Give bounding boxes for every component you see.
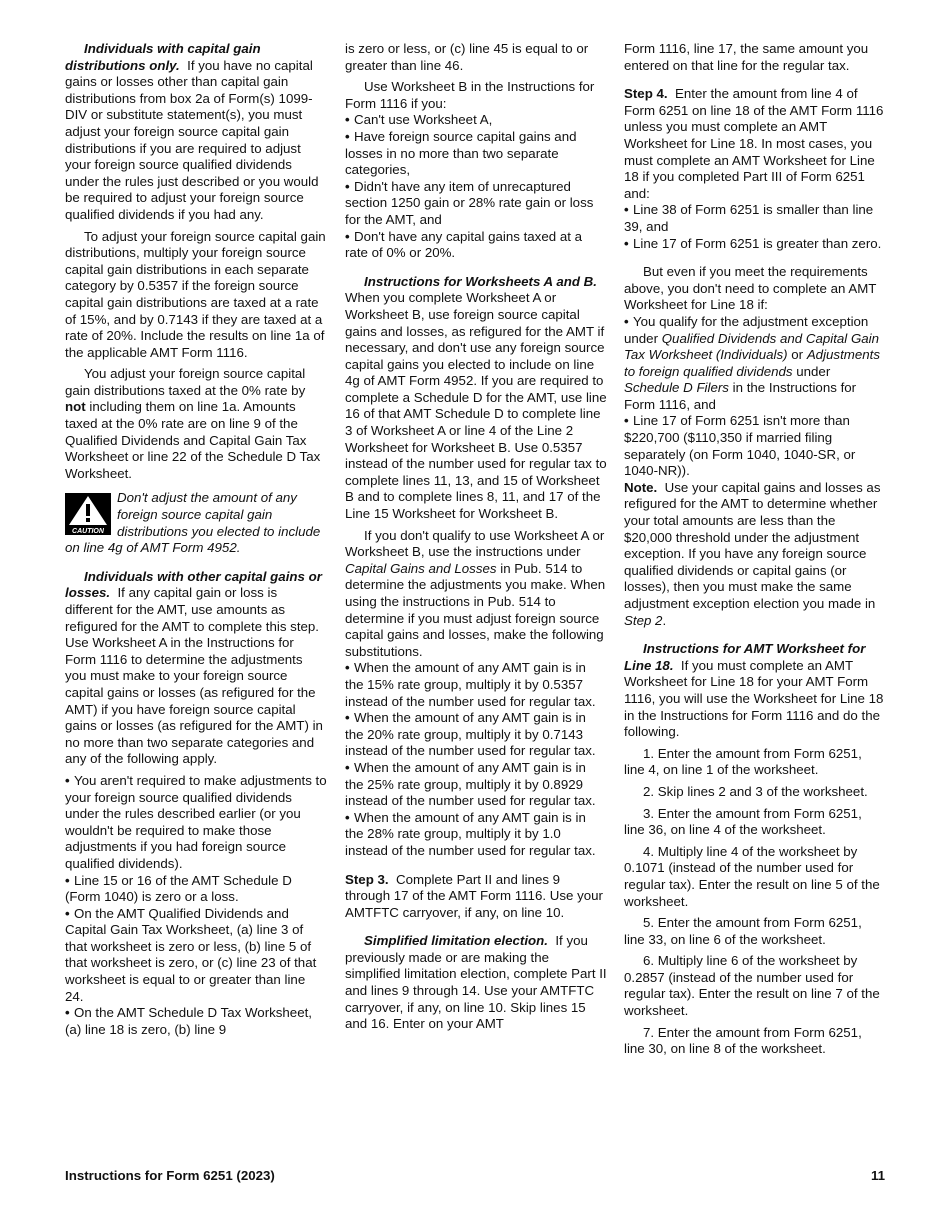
paragraph [65,569,327,768]
paragraph: Use Worksheet B in the Instructions for Form 1116 if you: [345,79,595,111]
numbered-step: 2. Skip lines 2 and 3 of the worksheet. [643,783,868,799]
paragraph [345,872,607,922]
caution-note [65,490,327,556]
bullet-item [624,314,886,414]
paragraph [345,933,607,1033]
numbered-step: 6. Multiply line 6 of the worksheet by 0.2857 (instead of the number used for regular tax). Enter the result on line 7 of the worksheet. [624,953,880,1019]
caution-icon [65,493,111,535]
numbered-step: 4. Multiply line 4 of the worksheet by 0.1071 (instead of the number used for regular tax). Enter the result on line 5 of the worksheet. [624,843,880,909]
step-label: Step 4. [624,86,668,102]
emphasis: Step 2 [624,612,663,628]
paragraph [345,274,607,523]
note [624,480,886,629]
paragraph: To adjust your foreign source capital gain distributions, multiply your foreign source capital gain distributions in each separate category by 0.5357 if the foreign source capital gain distributions are taxed at a rate of 15%, and by 0.7143 if they are taxed at a rate of 20%. Include the results on line 1a of the applicable AMT Form 1116. [65,228,326,360]
paragraph [65,41,327,224]
paragraph-text: When you complete Worksheet A or Worksheet B, use foreign source capital gains and losses, as refigured for the AMT if necessary, and don't use any foreign source capital gains you elected to include on line 4g of AMT Form 4952. If you are required to complete a Schedule D for the AMT, use line 16 of that AMT Schedule D to complete line 3 of Worksheet A or line 4 of the Line 2 Worksheet for Worksheet B. Use 0.5357 instead of the number used for regular tax to complete lines 11, 13, and 15 of Worksheet B and to complete lines 8, 11, and 17 of the Line 15 Worksheet for Worksheet B. [345,290,607,522]
paragraph [345,528,607,661]
paragraph: is zero or less, or (c) line 45 is equal to or greater than line 46. [345,41,589,73]
paragraph [624,641,886,741]
bullet-item: • When the amount of any AMT gain is in the 28% rate group, multiply it by 1.0 instead of the number used for regular tax. [345,810,607,860]
paragraph-text: in Pub. 514 to determine the adjustments you make. When using the instructions in Pub. 514 to determine if you must adjust foreign source capital gains and losses, make the following substitutions. [345,560,606,659]
paragraph-text: Use your capital gains and losses as refigured for the AMT to determine whether your total amounts are less than the $20,000 threshold under the adjustment exception. If you have any foreign source qualified dividends or capital gains (or losses), then you must make the same adjustment exception election you made in [624,479,881,611]
bullet-text: in the Instructions for Form 1116, and [624,380,857,412]
paragraph-text: If you don't qualify to use Worksheet A or Worksheet B, use the instructions under [345,527,605,560]
numbered-step: 3. Enter the amount from Form 6251, line 36, on line 4 of the worksheet. [624,805,862,838]
emphasis: Qualified Dividends and Capital Gain Tax Worksheet (Individuals) [624,330,880,363]
paragraph-text: If you previously made or are making the simplified limitation election, complete Part II and lines 9 through 14. Use your AMTFTC carryover, if any, on line 10. Skip lines 15 and 16. Enter on your AMT [345,933,607,1032]
bullet-item: • When the amount of any AMT gain is in the 20% rate group, multiply it by 0.7143 instead of the number used for regular tax. [345,710,607,760]
paragraph-text: If you have no capital gains or losses other than capital gain distributions from box 2a of Form(s) 1099-DIV or substitute statement(s), you must adjust your foreign source capital gain distributions if you are required to adjust your foreign source qualified dividends under the rules just described or you would be required to adjust your foreign source qualified dividends if you had any. [65,57,319,222]
subheading: Individuals with capital gain distributions only. [65,41,261,73]
bullet-item: • Line 38 of Form 6251 is smaller than line 39, and [624,202,886,235]
emphasis: Adjustments to foreign qualified dividends [624,347,880,379]
paragraph-text: including them on line 1a. Amounts taxed at the 0% rate are on line 9 of the Qualified Dividends and Capital Gain Tax Worksheet or line 22 of the Schedule D Tax Worksheet. [65,399,321,481]
emphasis: not [65,399,86,415]
column-1 [65,41,327,1038]
punctuation: . [662,612,667,628]
emphasis: Capital Gains and Losses [345,560,497,576]
numbered-step: 7. Enter the amount from Form 6251, line 30, on line 8 of the worksheet. [624,1024,862,1057]
bullet-item: • On the AMT Qualified Dividends and Capital Gain Tax Worksheet, (a) line 3 of that worksheet is zero or less, (b) line 5 of that worksheet is zero, or (c) line 23 of that worksheet is equal to or greater than line 24. [65,906,327,1006]
paragraph-text: You adjust your foreign source capital gain distributions taxed at the 0% rate by [65,366,306,398]
bullet-item: • Can't use Worksheet A, [345,112,607,129]
column-3 [624,41,886,1063]
subheading: Simplified limitation election. [364,933,548,949]
paragraph-text: Complete Part II and lines 9 through 17 of the AMT Form 1116. Use your AMTFTC carryover, if any, on line 10. [345,871,603,920]
bullet-text: You qualify for the adjustment exception under [624,313,869,346]
paragraph [65,366,327,482]
subheading: Individuals with other capital gains or losses. [65,568,322,601]
numbered-step: 5. Enter the amount from Form 6251, line 33, on line 6 of the worksheet. [624,915,862,947]
caution-label: CAUTION [72,528,104,536]
bullet-item: • Don't have any capital gains taxed at a rate of 0% or 20%. [345,229,607,262]
paragraph-text: Enter the amount from line 4 of Form 6251 on line 18 of the AMT Form 1116 unless you must complete an AMT Worksheet for Line 18. In most cases, you must complete an AMT Worksheet for Line 18 if you completed Part III of Form 6251 and: [624,86,884,201]
bullet-item: • When the amount of any AMT gain is in the 25% rate group, multiply it by 0.8929 instead of the number used for regular tax. [345,760,607,810]
bullet-item: • Have foreign source capital gains and losses in no more than two separate categories, [345,129,607,179]
bullet-text: or [791,347,804,363]
bullet-item: • On the AMT Schedule D Tax Worksheet, (a) line 18 is zero, (b) line 9 [65,1005,327,1038]
step-label: Step 3. [345,871,389,887]
bullet-item: • Line 17 of Form 6251 isn't more than $220,700 ($110,350 if married filing separately (on Form 1040, 1040-SR, or 1040-NR)). [624,413,886,479]
subheading: Instructions for Worksheets A and B. [364,273,597,289]
page-number: 11 [870,1168,885,1183]
footer-title: Instructions for Form 6251 (2023) [65,1168,275,1183]
paragraph-text: If any capital gain or loss is different for the AMT, use amounts as refigured for the AMT to complete this step. Use Worksheet A in the Instructions for Form 1116 to determine the adjustments you must make to your foreign source capital gains or losses (as refigured for the AMT) if you have foreign source capital gains or losses (as refigured for the AMT) in no more than two separate categories and any of the following apply. [65,585,323,767]
column-2 [345,41,607,1038]
numbered-step: 1. Enter the amount from Form 6251, line 4, on line 1 of the worksheet. [624,745,862,778]
paragraph: But even if you meet the requirements above, you don't need to complete an AMT Worksheet for Line 18 if: [624,264,877,313]
caution-text: Don't adjust the amount of any foreign source capital gain distributions you elected to include on line 4g of AMT Form 4952. [65,490,321,556]
bullet-item: • Line 17 of Form 6251 is greater than zero. [624,236,886,253]
subheading: Instructions for AMT Worksheet for Line 18. [624,641,866,673]
paragraph-text: If you must complete an AMT Worksheet for Line 18 for your AMT Form 1116, you will use the Worksheet for Line 18 in the Instructions for Form 1116 and do the following. [624,657,884,740]
emphasis: Schedule D Filers [624,380,729,396]
bullet-item: • You aren't required to make adjustments to your foreign source qualified dividends under the rules described earlier (or you wouldn't be required to make those adjustments if you had foreign source qualified dividends). [65,773,327,873]
bullet-item: • Didn't have any item of unrecaptured section 1250 gain or 28% rate gain or loss for the AMT, and [345,179,607,229]
bullet-text: under [796,363,831,379]
paragraph: Form 1116, line 17, the same amount you entered on that line for the regular tax. [624,41,869,73]
note-label: Note. [624,479,658,495]
bullet-item: • Line 15 or 16 of the AMT Schedule D (Form 1040) is zero or a loss. [65,873,327,906]
bullet-item: • When the amount of any AMT gain is in the 15% rate group, multiply it by 0.5357 instead of the number used for regular tax. [345,660,607,710]
paragraph [624,86,886,202]
